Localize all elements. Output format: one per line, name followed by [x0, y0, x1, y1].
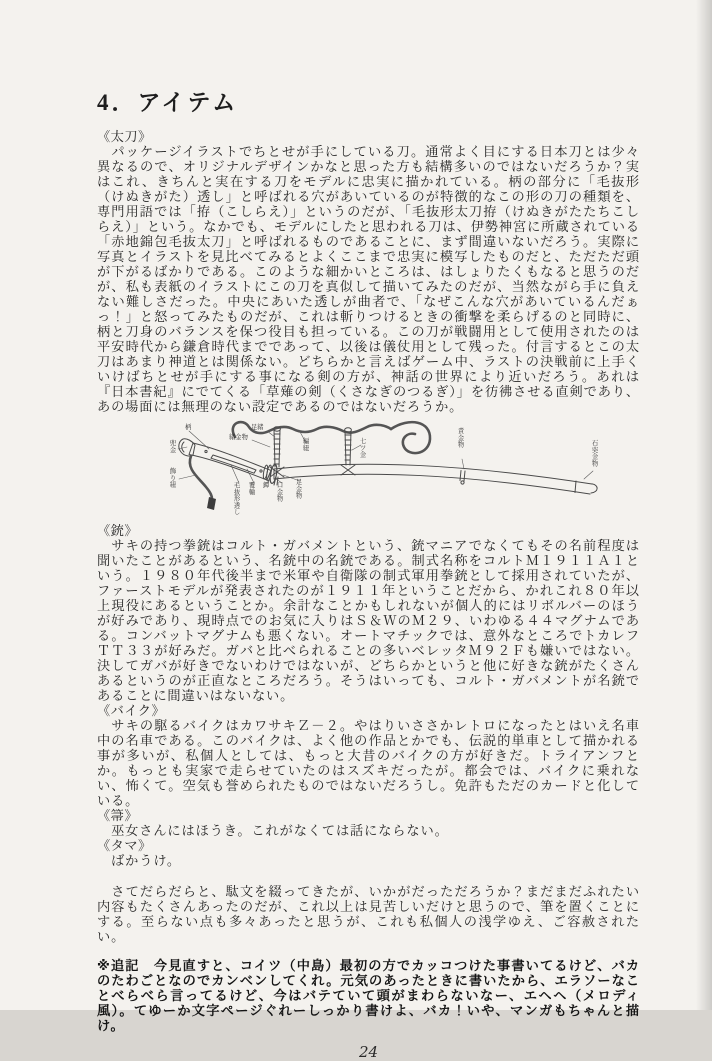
- diagram-label: 飾り紐: [169, 468, 177, 489]
- postscript-note: ※追記 今見直すと、コイツ（中島）最初の方でカッコつけた事書いてるけど、バカのたわごとなのでカンベンしてくれ。元気のあったときに書いたから、エラソーなことべらべら言ってるけど、今はバテていて頭がまわらないなー、エヘヘ（メロディ風）。てゆーか文字ページぐれーしっかり書けよ、バカ！いや、マンガもちゃんと描け。: [97, 959, 640, 1034]
- sword-diagram: [143, 417, 640, 521]
- scan-edge-shadow: [696, 0, 712, 1010]
- diagram-label: 覆輪: [248, 482, 256, 496]
- closing-paragraph: さてだらだらと、駄文を綴ってきたが、いかがだっただろうか？まだまだふれたい内容もたくさんあったのだが、これ以上は見苦しいだけと思うので、筆を置くことにする。至らない点も多々あったと思うが、これも私個人の浅学ゆえ、ご容赦されたい。: [97, 884, 640, 944]
- diagram-label: 毛抜形透し: [233, 482, 241, 517]
- diagram-label: 緒金物: [229, 434, 248, 441]
- diagram-label: 鐔: [262, 482, 270, 489]
- diagram-label: 足緒: [251, 424, 264, 431]
- section-heading-tama: 《タマ》: [97, 838, 152, 853]
- diagram-labels: [170, 422, 599, 516]
- diagram-label: 石突金物: [591, 440, 599, 468]
- sword-hilt: [179, 439, 278, 510]
- section-body-bike: サキの駆るバイクはカワサキＺ－２。やはりいささかレトロになったとはいえ名車中の名車である。このバイクは、よく他の作品とかでも、伝説的単車として描かれる事が多いが、私個人としては、もっと大昔のバイクの方が好きだ。トライアンフとか。もっとも実家で走らせていたのはスズキだったが。都会では、バイクに乗れない、怖くて。空気も誉められたものではないだろうし。免許もただのカードと化している。: [97, 718, 640, 808]
- diagram-label: 口金物: [276, 482, 284, 503]
- section-heading-broom: 《箒》: [97, 808, 139, 823]
- diagram-label: 責金物: [457, 428, 465, 449]
- diagram-label: 七ツ金: [359, 438, 367, 459]
- section-body-tama: ばかうけ。: [97, 853, 181, 868]
- section-heading-gun: 《銃》: [97, 523, 139, 538]
- cord-tassel: [207, 497, 216, 510]
- section-heading-bike: 《バイク》: [97, 703, 166, 718]
- section-heading-tachi: 《太刀》: [97, 129, 152, 144]
- text-flow: [97, 129, 640, 1034]
- kenukigata-tachi-illustration: [143, 417, 613, 521]
- scabbard: [274, 464, 597, 494]
- section-body-broom: 巫女さんにはほうき。これがなくては話にならない。: [97, 823, 449, 838]
- page-number: 24: [358, 1043, 379, 1061]
- section-body-gun: サキの持つ拳銃はコルト・ガバメントという、銃マニアでなくてもその名前程度は聞いたことがあるという、名銃中の名銃である。制式名称をコルトＭ１９１１Ａ１という。１９８０年代後半まで米軍や自衛隊の制式軍用拳銃として採用されていたが、ファーストモデルが発表されたのが１９１１年ということだから、かれこれ８０年以上現役にあるということか。余計なことかもしれないが個人的にはリボルバーのほうが好みであり、現時点でのお気に入りはＳ＆ＷのＭ２９、いわゆる４４マグナムである。コンバットマグナムも悪くない。オートマチックでは、意外なところでトカレフＴＴ３３が好みだ。ガバと比べられることの多いベレッタＭ９２Ｆも嫌いではない。決してガバが好きでないわけではないが、どちらかというと他に好きな銃がたくさんあるというのが正直なところだろう。そうはいっても、コルト・ガバメントが名銃であることに間違いはないない。: [97, 538, 640, 703]
- page-title: 4．アイテム: [97, 90, 239, 115]
- diagram-label: 柄: [185, 424, 192, 431]
- diagram-label: 足金物: [295, 479, 303, 500]
- diagram-label: 編紐: [302, 438, 310, 452]
- section-body-tachi: パッケージイラストでちとせが手にしている刀。通常よく目にする日本刀とは少々異なるので、オリジナルデザインかなと思った方も結構多いのではないだろうか？実はこれ、きちんと実在する刀をモデルに忠実に描かれている。柄の部分に「毛抜形（けぬきがた）透し」と呼ばれる穴があいているのが特徴的なこの形の刀の種類を、専門用語では「拵（こしらえ）」というのだが、「毛抜形太刀拵（けぬきがたたちこしらえ）」という。なかでも、モデルにしたと思われる刀は、伊勢神宮に所蔵されている「赤地錦包毛抜太刀」と呼ばれるものであることに、まず間違いないだろう。実際に写真とイラストを見比べてみるとよくここまで忠実に模写したものだと、ただただ頭が下がるばかりである。このような細かいところは、はしょりたくもなると思うのだが、私も表紙のイラストにこの刀を真似して描いてみたのだが、当然ながら手に負えない難しさだった。中央にあいた透しが曲者で、「なぜこんな穴があいているんだぁっ！」と怒ってみたものだが、これは斬りつけるときの衝撃を柔らげるのと同時に、柄と刀身のバランスを保つ役目も担っている。この刀が戦闘用として使用されたのは平安時代から鎌倉時代までであって、以後は儀仗用として残った。付言するとこの太刀はあまり神道とは関係ない。どちらかと言えばゲーム中、ラストの決戦前に上手くいけばちとせが手にする事になる剣の方が、神話の世界により近いだろう。あれは『日本書紀』にでてくる「草薙の剣（くさなぎのつるぎ）」を彷彿させる直剣であり、あの場面には無理のない設定であるのではないだろうか。: [97, 144, 640, 414]
- diagram-label: 兜金: [169, 440, 177, 454]
